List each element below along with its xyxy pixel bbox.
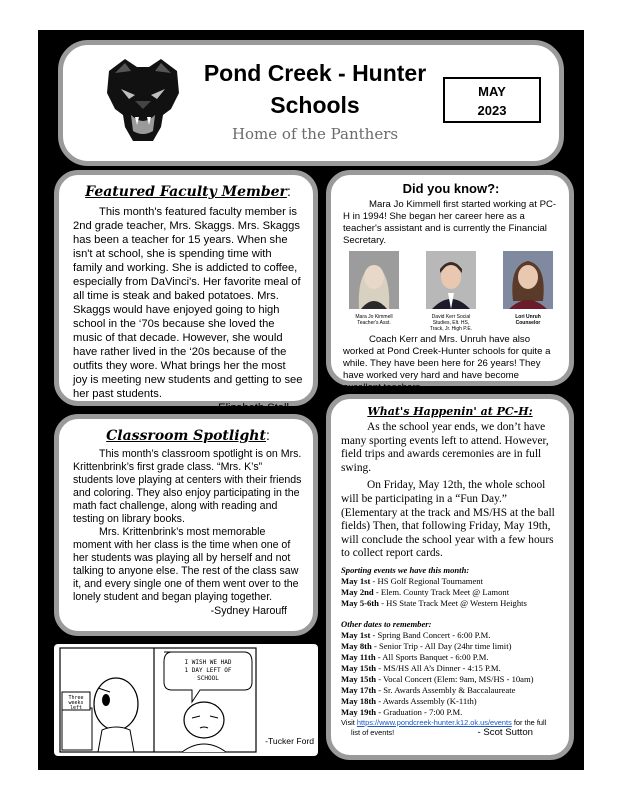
other-date [341,641,559,652]
sports-event-text: - HS Golf Regional Tournament [370,575,483,586]
featured-body: This month's featured faculty member is 2nd grade teacher, Mrs. Skaggs. Mrs. Skaggs has been a teacher for 15 years. When she isn't at school, she is spending time with family and working. She is addicted to coffee, especially from DaVinci's. Her favorite meal of all time is steak and baked potatoes. Mrs. Skaggs would have enjoyed going to high school in the ‘70s because she loved the music of that decade. However, she would have rather lived in the ‘20s because of the outfits they wore. What brings her the most joy is meeting new students and getting to see her past students. [73,206,303,400]
sports-event-text: - Elem. County Track Meet @ Lamont [373,586,510,597]
other-date-date: May 17th [341,684,377,695]
other-date [341,685,559,696]
other-date [341,674,559,685]
did-you-know-para-2: Coach Kerr and Mrs. Unruh have also worked at Pond Creek-Hunter schools for quite a while. They have been here for 26 years! They have worked very hard and have become excellent teachers. [343,334,551,393]
issue-year: 2023 [477,103,507,118]
staff-photo-unruh [503,251,553,332]
comic-credit: -Tucker Ford [265,736,314,746]
other-date-text: - Graduation - 7:00 P.M. [376,706,463,717]
sports-event-text: - HS State Track Meet @ Western Heights [378,597,527,608]
spotlight-heading-colon: : [265,427,270,443]
spotlight-heading [73,427,303,444]
speech-bubble-line-3: SCHOOL [197,675,219,682]
visit-last-line [341,728,559,738]
featured-heading [73,183,303,200]
other-date-date: May 1st [341,629,371,640]
comic-sign-line-1: Three [68,695,84,701]
spotlight-heading-text: Classroom Spotlight [106,428,266,444]
staff-photo-kimmell [349,251,399,332]
staff-photo-kerr [426,251,476,332]
other-date-text: - All Sports Banquet - 6:00 P.M. [375,651,489,662]
happenin-heading: What's Happenin' at PC-H: [367,405,533,418]
sports-event-date: May 1st [341,575,371,586]
other-heading: Other dates to remember: [341,618,432,629]
other-date [341,707,559,718]
speech-bubble-line-2: 1 DAY LEFT OF [184,667,232,674]
portrait-photo [426,251,476,309]
other-date [341,696,559,707]
visit-prefix: Visit [341,717,357,727]
title-line-1: Pond Creek - Hunter [203,60,427,86]
other-dates-list [341,630,559,718]
other-date-date: May 11th [341,651,376,662]
did-you-know-para-1: Mara Jo Kimmell first started working at PC-H in 1994! She began her career here as a teacher's assistant and is currently the Financial Secretary. [343,199,557,246]
classroom-spotlight-box [54,414,318,636]
other-date-date: May 15th [341,673,377,684]
other-date-date: May 8th [341,640,372,651]
did-you-know-heading-text: Did you know? [402,181,496,196]
portrait-photo [349,251,399,309]
visit-suffix: for the full [511,717,547,727]
featured-faculty-box [54,170,318,414]
other-date-text: - Vocal Concert (Elem: 9am, MS/HS - 10am) [376,673,534,684]
other-date-date: May 19th [341,706,377,717]
other-date-text: - Spring Band Concert - 6:00 P.M. [370,629,491,640]
happenin-para-1: As the school year ends, we don’t have many sporting events left to attend. However, field trips and awards ceremonies are in full swing. [341,421,549,474]
comic-sign-line-2: weeks [68,700,84,706]
comic-sign-line-3: left [69,705,83,711]
issue-date-box [443,77,541,123]
speech-bubble-line-1: I WISH WE HAD [184,659,232,666]
other-date-text: - Senior Trip - All Day (24hr time limit) [371,640,512,651]
staff-photos [349,251,553,332]
photo-caption-kimmell: Mara Jo Kimmell Teacher's Asst. [355,314,393,326]
issue-month: MAY [478,84,506,99]
photo-caption-unruh: Lori Unruh Counselor [515,314,541,326]
school-title [185,57,445,121]
happenin-para-2: On Friday, May 12th, the whole school will be participating in a “Fun Day.” (Elementary at the track and MS/HS at the ball fields) Then, that following Friday, May 19th, will conclude the school year with a few hours to collect report cards. [341,479,555,560]
title-line-2: Schools [270,92,360,118]
comic-strip [54,644,318,756]
school-subtitle: Home of the Panthers [231,125,399,143]
sports-event-date: May 5-6th [341,597,379,608]
spotlight-para-2: Mrs. Krittenbrink’s most memorable moment with her class is the time when one of her students was playing all by herself and not talking to anyone else. The rest of the class saw it, and every single one of them went over to the lonely student and began playing together. [73,526,299,603]
featured-signature: -Elizabeth Stoll [214,402,289,414]
other-date-text: - Awards Assembly (K-11th) [376,695,477,706]
did-you-know-box [326,170,574,393]
other-date-date: May 15th [341,662,377,673]
sports-list [341,576,559,609]
other-date-text: - Sr. Awards Assembly & Baccalaureate [376,684,516,695]
did-you-know-colon: : [495,181,500,196]
featured-heading-text: Featured Faculty Member [85,184,287,200]
other-date [341,630,559,641]
other-date [341,652,559,663]
other-date [341,663,559,674]
did-you-know-heading [343,181,559,196]
sports-event [341,576,559,587]
spotlight-signature: -Sydney Harouff [210,605,287,617]
photo-caption-kerr: David Kerr Social Studies, Elt. HS, Track, Jr. High P.E. [429,314,473,332]
sports-heading: Sporting events we have this month: [341,564,470,575]
featured-heading-colon: : [286,183,291,199]
header-box [58,40,564,166]
other-date-text: - MS/HS All A’s Dinner - 4:15 P.M. [376,662,501,673]
portrait-photo [503,251,553,309]
sports-event-date: May 2nd [341,586,374,597]
newsletter-page [38,30,584,770]
happenin-signature: - Scot Sutton [477,726,533,738]
whats-happenin-box [326,394,574,760]
sports-event [341,587,559,598]
panther-logo [95,53,191,149]
other-date-date: May 18th [341,695,377,706]
events-link[interactable]: https://www.pondcreek-hunter.k12.ok.us/events [356,717,512,727]
list-of-events-text: list of events! [351,727,395,737]
spotlight-para-1: This month’s classroom spotlight is on Mrs. Krittenbrink’s first grade class. “Mrs. K’s” students love playing at centers with their friends and coloring. They also enjoy participating in the math fact challenge, along with reading and testing on library books. [73,448,302,525]
sports-event [341,598,559,609]
